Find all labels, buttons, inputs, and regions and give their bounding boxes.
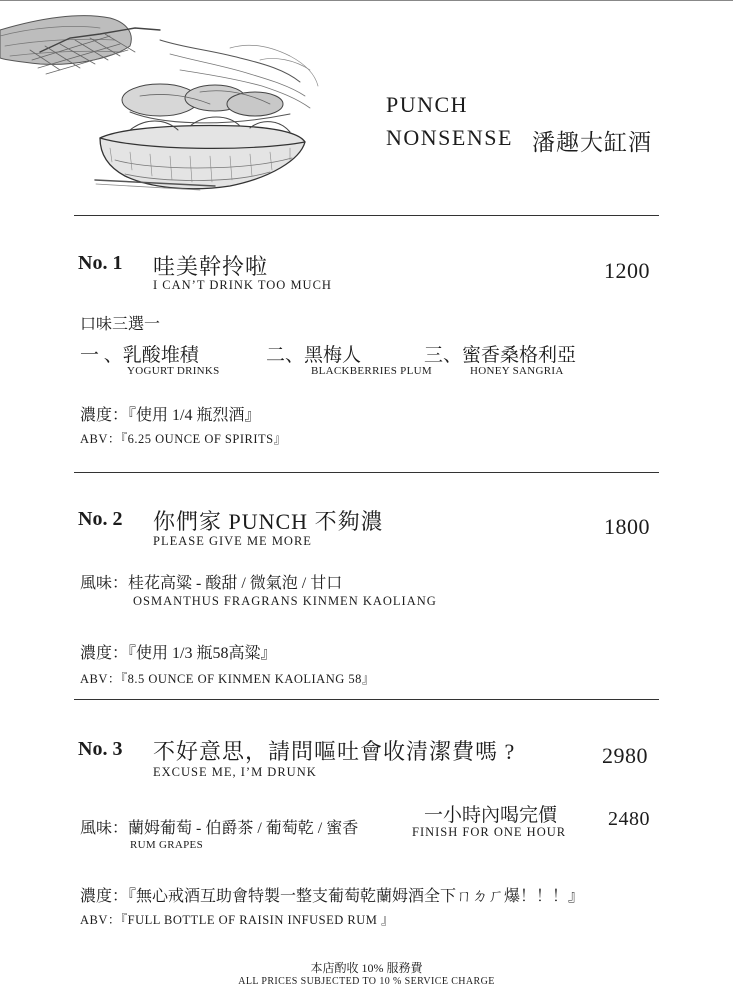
item-price: 1200 bbox=[604, 258, 650, 283]
item-title: 你們家 PUNCH 不夠濃 bbox=[153, 509, 384, 534]
choose-label: 口味三選一 bbox=[80, 316, 161, 333]
divider bbox=[74, 472, 659, 473]
challenge-label: 一小時內喝完價 bbox=[424, 805, 558, 826]
flavor-option-1-en: YOGURT DRINKS bbox=[127, 365, 220, 377]
service-charge-note-en: ALL PRICES SUBJECTED TO 10 % SERVICE CHARGE bbox=[238, 976, 495, 987]
item-number: No. 1 bbox=[78, 252, 123, 274]
item-title: 不好意思，請問嘔吐會收清潔費嗎 ? bbox=[153, 739, 516, 764]
flavor-option-1: 一 、乳酸堆積 bbox=[80, 345, 199, 366]
punch-bowl-illustration-icon bbox=[0, 0, 380, 215]
item-number: No. 3 bbox=[78, 738, 123, 760]
flavor-en: OSMANTHUS FRAGRANS KINMEN KAOLIANG bbox=[133, 594, 437, 608]
challenge-label-en: FINISH FOR ONE HOUR bbox=[412, 825, 567, 839]
challenge-price: 2480 bbox=[608, 808, 650, 830]
item-subtitle: EXCUSE ME, I’M DRUNK bbox=[153, 765, 317, 779]
abv-text: ABV：『8.5 OUNCE OF KINMEN KAOLIANG 58』 bbox=[80, 672, 375, 686]
flavor-option-3: 三、蜜香桑格利亞 bbox=[424, 345, 577, 366]
item-subtitle: I CAN’T DRINK TOO MUCH bbox=[153, 278, 332, 292]
flavor-text: 風味：蘭姆葡萄 - 伯爵茶 / 葡萄乾 / 蜜香 bbox=[80, 820, 359, 837]
flavor-option-2: 二、黑梅人 bbox=[266, 345, 362, 366]
abv-text: ABV：『FULL BOTTLE OF RAISIN INFUSED RUM 』 bbox=[80, 913, 394, 927]
strength-text: 濃度：『使用 1/4 瓶烈酒』 bbox=[80, 407, 261, 424]
item-number: No. 2 bbox=[78, 508, 123, 530]
flavor-option-3-en: HONEY SANGRIA bbox=[470, 365, 564, 377]
service-charge-note: 本店酌收 10% 服務費 bbox=[310, 961, 423, 975]
brand-line-1: PUNCH bbox=[386, 92, 469, 117]
item-subtitle: PLEASE GIVE ME MORE bbox=[153, 534, 312, 548]
item-price: 2980 bbox=[602, 743, 648, 768]
divider bbox=[74, 215, 659, 216]
flavor-en: RUM GRAPES bbox=[130, 839, 203, 851]
brand-line-2: NONSENSE bbox=[386, 125, 513, 150]
item-title: 哇美幹拎啦 bbox=[153, 254, 269, 279]
strength-text: 濃度：『無心戒酒互助會特製一整支葡萄乾蘭姆酒全下ㄇㄉㄏ爆！！！』 bbox=[80, 888, 585, 905]
flavor-option-2-en: BLACKBERRIES PLUM bbox=[311, 365, 432, 377]
brand-chinese-name: 潘趣大缸酒 bbox=[532, 130, 652, 155]
divider bbox=[74, 699, 659, 700]
strength-text: 濃度：『使用 1/3 瓶58高粱』 bbox=[80, 645, 277, 662]
flavor-text: 風味：桂花高粱 - 酸甜 / 微氣泡 / 甘口 bbox=[80, 575, 343, 592]
abv-text: ABV：『6.25 OUNCE OF SPIRITS』 bbox=[80, 432, 287, 446]
item-price: 1800 bbox=[604, 514, 650, 539]
